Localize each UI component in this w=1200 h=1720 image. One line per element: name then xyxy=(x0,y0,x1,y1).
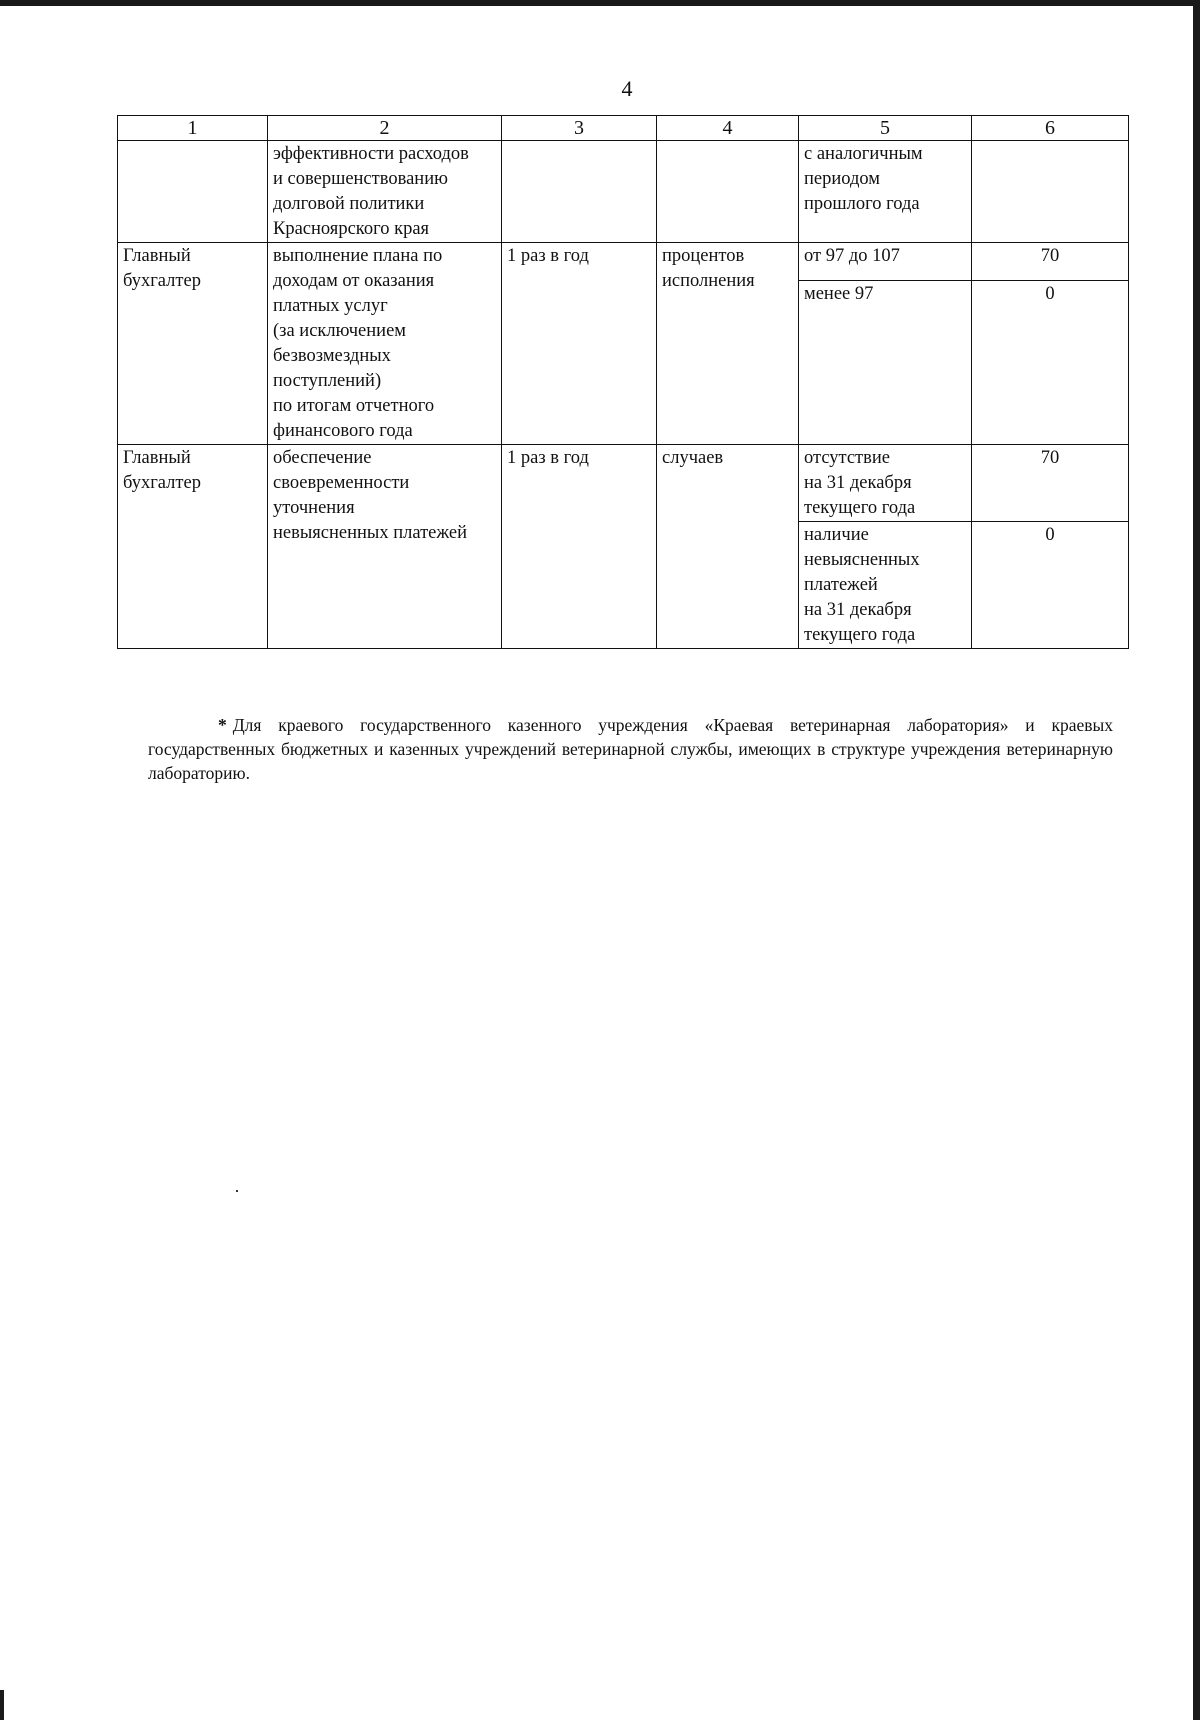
cell-text: бухгалтер xyxy=(123,271,201,291)
cell-text: от 97 до 107 xyxy=(804,246,900,266)
cell-text: процентов xyxy=(662,246,745,266)
cell-text: уточнения xyxy=(273,498,355,518)
cell-text: и совершенствованию xyxy=(273,169,448,189)
cell-text: исполнения xyxy=(662,271,755,291)
table-header-row xyxy=(118,116,1129,141)
footnote-text: Для краевого государственного казенного учреждения «Краевая ветеринарная лаборатория» и краевых государственных бюджетных и казенных учреждений ветеринарной службы, имеющих в структуре учреждения ветеринарную лабораторию. xyxy=(148,714,1113,783)
cell-text: прошлого года xyxy=(804,194,920,214)
cell-text: на 31 декабря xyxy=(804,473,912,493)
cell-text: доходам от оказания xyxy=(273,271,435,291)
scan-speck xyxy=(236,1190,238,1192)
cell-text: Главный xyxy=(123,448,191,468)
cell-text: невыясненных платежей xyxy=(273,523,468,543)
score-cell: 0 xyxy=(972,522,1129,649)
criterion-cell xyxy=(799,445,972,522)
score-cell xyxy=(972,141,1129,243)
cell-text: платежей xyxy=(804,575,878,595)
cell-text: обеспечение xyxy=(273,448,372,468)
indicator-cell xyxy=(268,141,502,243)
table-row xyxy=(118,445,1129,522)
unit-cell xyxy=(657,445,799,649)
cell-text: отсутствие xyxy=(804,448,890,468)
cell-text: платных услуг xyxy=(273,296,388,316)
cell-text: (за исключением xyxy=(273,321,406,341)
cell-text: Главный xyxy=(123,246,191,266)
criterion-cell xyxy=(799,522,972,649)
cell-text: поступлений) xyxy=(273,371,382,391)
cell-text: с аналогичным xyxy=(804,144,923,164)
position-cell xyxy=(118,445,268,649)
footnote xyxy=(148,713,1113,785)
scan-border-top xyxy=(0,0,1200,6)
footnote-marker: * xyxy=(218,714,227,735)
cell-text: текущего года xyxy=(804,625,916,645)
cell-text: выполнение плана по xyxy=(273,246,443,266)
cell-text: бухгалтер xyxy=(123,473,201,493)
cell-text: менее 97 xyxy=(804,284,874,304)
column-header: 1 xyxy=(118,116,268,141)
periodicity-cell xyxy=(502,243,657,445)
cell-text: периодом xyxy=(804,169,880,189)
cell-text: случаев xyxy=(662,448,724,468)
cell-text: по итогам отчетного xyxy=(273,396,435,416)
table-row xyxy=(118,243,1129,281)
cell-text: текущего года xyxy=(804,498,916,518)
criterion-cell xyxy=(799,281,972,445)
scan-border-right xyxy=(1193,0,1200,1720)
column-header: 2 xyxy=(268,116,502,141)
column-header: 4 xyxy=(657,116,799,141)
cell-text: финансового года xyxy=(273,421,413,441)
page-number: 4 xyxy=(621,76,633,101)
unit-cell xyxy=(657,141,799,243)
scan-border-left xyxy=(0,1690,4,1720)
periodicity-cell xyxy=(502,141,657,243)
cell-text: 1 раз в год xyxy=(507,448,589,468)
score-cell: 70 xyxy=(972,243,1129,281)
cell-text: на 31 декабря xyxy=(804,600,912,620)
column-header: 3 xyxy=(502,116,657,141)
score-cell: 0 xyxy=(972,281,1129,445)
indicator-cell xyxy=(268,445,502,649)
cell-text: 1 раз в год xyxy=(507,246,589,266)
table-row xyxy=(118,141,1129,243)
unit-cell xyxy=(657,243,799,445)
periodicity-cell xyxy=(502,445,657,649)
cell-text: безвозмездных xyxy=(273,346,391,366)
column-header: 6 xyxy=(972,116,1129,141)
criteria-table xyxy=(117,115,1129,649)
cell-text: долговой политики xyxy=(273,194,425,214)
position-cell xyxy=(118,243,268,445)
cell-text: Красноярского края xyxy=(273,219,430,239)
position-cell xyxy=(118,141,268,243)
indicator-cell xyxy=(268,243,502,445)
cell-text: невыясненных xyxy=(804,550,920,570)
cell-text: наличие xyxy=(804,525,869,545)
score-cell: 70 xyxy=(972,445,1129,522)
criterion-cell xyxy=(799,243,972,281)
column-header: 5 xyxy=(799,116,972,141)
cell-text: эффективности расходов xyxy=(273,144,469,164)
criterion-cell xyxy=(799,141,972,243)
cell-text: своевременности xyxy=(273,473,410,493)
